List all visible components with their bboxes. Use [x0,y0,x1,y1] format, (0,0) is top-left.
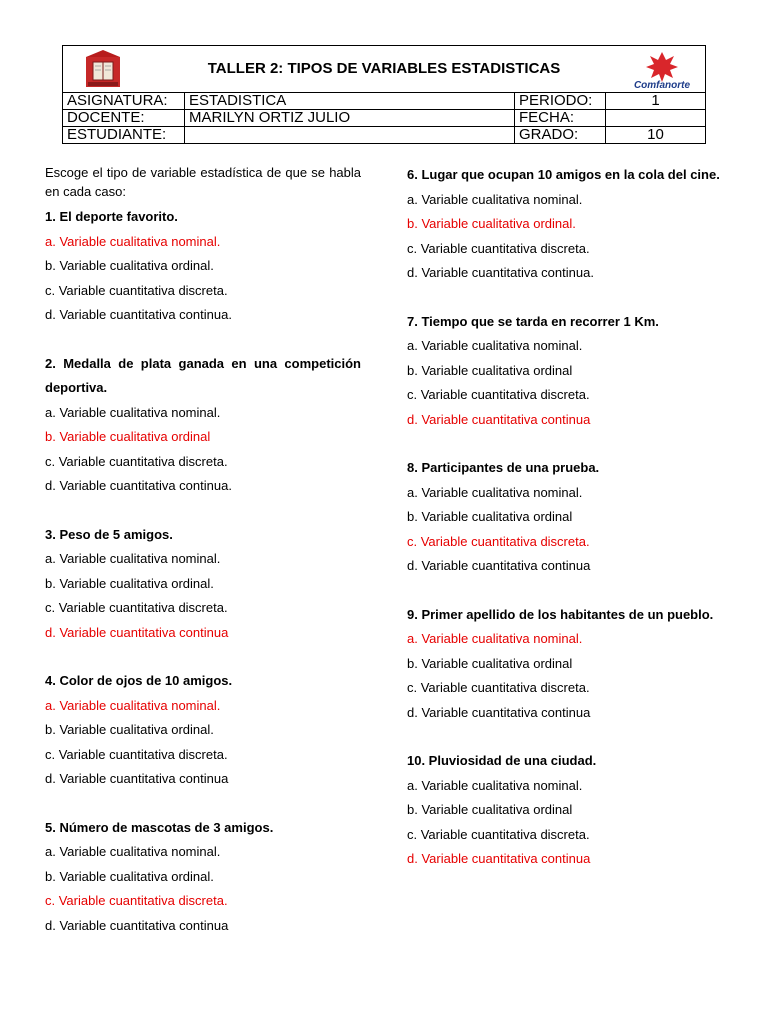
label-grado: GRADO: [515,127,606,144]
question-block [407,310,723,433]
question-block [407,749,723,872]
left-column [45,163,361,938]
answer-option: c. Variable cuantitativa discreta. [45,282,228,298]
answer-option: a. Variable cualitativa nominal. [45,551,221,566]
comfanorte-logo [627,50,697,90]
value-asignatura: ESTADISTICA [185,93,515,110]
question-text: 7. Tiempo que se tarda en recorrer 1 Km. [407,313,659,329]
value-periodo: 1 [606,93,706,110]
answer-option-correct: d. Variable cuantitativa continua [407,851,591,866]
answer-option: b. Variable cualitativa ordinal. [45,868,214,884]
answer-option: b. Variable cualitativa ordinal. [45,575,214,591]
answer-option: c. Variable cuantitativa discreta. [45,746,228,762]
value-docente: MARILYN ORTIZ JULIO [185,110,515,127]
answer-option: a. Variable cualitativa nominal. [45,844,221,859]
question-text: 4. Color de ojos de 10 amigos. [45,673,233,688]
question-text: 9. Primer apellido de los habitantes de un pueblo. [407,606,714,622]
answer-option-correct: a. Variable cualitativa nominal. [45,233,221,249]
question-block [45,523,361,646]
answer-option-correct: d. Variable cuantitativa continua [407,411,591,427]
question-block [45,205,361,328]
answer-option: c. Variable cuantitativa discreta. [407,387,590,402]
answer-option-correct: a. Variable cualitativa nominal. [407,631,583,646]
question-text: 5. Número de mascotas de 3 amigos. [45,819,274,835]
answer-option: d. Variable cuantitativa continua [45,771,229,786]
question-text: 8. Participantes de una prueba. [407,460,600,475]
answer-option: d. Variable cuantitativa continua [45,917,229,933]
label-asignatura: ASIGNATURA: [63,93,185,110]
answer-option: d. Variable cuantitativa continua. [45,478,232,493]
answer-option: a. Variable cualitativa nominal. [407,191,583,207]
instructions: Escoge el tipo de variable estadística de que se habla en cada caso: [45,165,361,199]
school-crest-icon [83,49,123,89]
answer-option: b. Variable cualitativa ordinal [407,362,573,378]
answer-option: a. Variable cualitativa nominal. [407,484,583,500]
question-text: 2. Medalla de plata ganada en una competición deportiva. [45,355,361,395]
question-block [45,352,361,499]
answer-option: c. Variable cuantitativa discreta. [407,240,590,256]
answer-option: d. Variable cuantitativa continua. [407,265,594,280]
page-title: TALLER 2: TIPOS DE VARIABLES ESTADISTICAS [207,60,561,77]
answer-option: d. Variable cuantitativa continua. [45,307,232,322]
value-estudiante [185,127,515,144]
answer-option: b. Variable cualitativa ordinal [407,802,573,817]
answer-option: c. Variable cuantitativa discreta. [45,600,228,615]
title-cell [63,46,706,93]
question-block [45,816,361,939]
answer-option: b. Variable cualitativa ordinal [407,655,573,671]
answer-option: a. Variable cualitativa nominal. [45,404,221,420]
value-fecha [606,110,706,127]
right-column [407,163,723,872]
question-text: 6. Lugar que ocupan 10 amigos en la cola del cine. [407,167,720,182]
question-block [407,163,723,286]
question-block [45,669,361,792]
answer-option: a. Variable cualitativa nominal. [407,777,583,793]
answer-option-correct: b. Variable cualitativa ordinal. [407,216,576,231]
answer-option: d. Variable cuantitativa continua [407,558,591,573]
answer-option-correct: c. Variable cuantitativa discreta. [45,893,228,908]
answer-option: d. Variable cuantitativa continua [407,704,591,720]
answer-option: b. Variable cualitativa ordinal [407,509,573,524]
question-text: 1. El deporte favorito. [45,209,178,224]
question-text: 10. Pluviosidad de una ciudad. [407,753,597,768]
question-block [407,603,723,726]
answer-option: b. Variable cualitativa ordinal. [45,722,214,737]
answer-option: c. Variable cuantitativa discreta. [407,826,590,842]
question-block [407,456,723,579]
label-periodo: PERIODO: [515,93,606,110]
value-grado: 10 [606,127,706,144]
answer-option-correct: c. Variable cuantitativa discreta. [407,533,590,549]
svg-text:Comfanorte: Comfanorte [633,80,691,90]
label-fecha: FECHA: [515,110,606,127]
answer-option: b. Variable cualitativa ordinal. [45,258,214,273]
answer-option: c. Variable cuantitativa discreta. [407,680,590,695]
label-docente: DOCENTE: [63,110,185,127]
question-text: 3. Peso de 5 amigos. [45,526,173,542]
header-table [62,45,706,144]
answer-option-correct: d. Variable cuantitativa continua [45,624,229,640]
answer-option-correct: a. Variable cualitativa nominal. [45,697,221,713]
label-estudiante: ESTUDIANTE: [63,127,185,144]
answer-option: a. Variable cualitativa nominal. [407,338,583,353]
answer-option: c. Variable cuantitativa discreta. [45,453,228,469]
answer-option-correct: b. Variable cualitativa ordinal [45,429,211,444]
